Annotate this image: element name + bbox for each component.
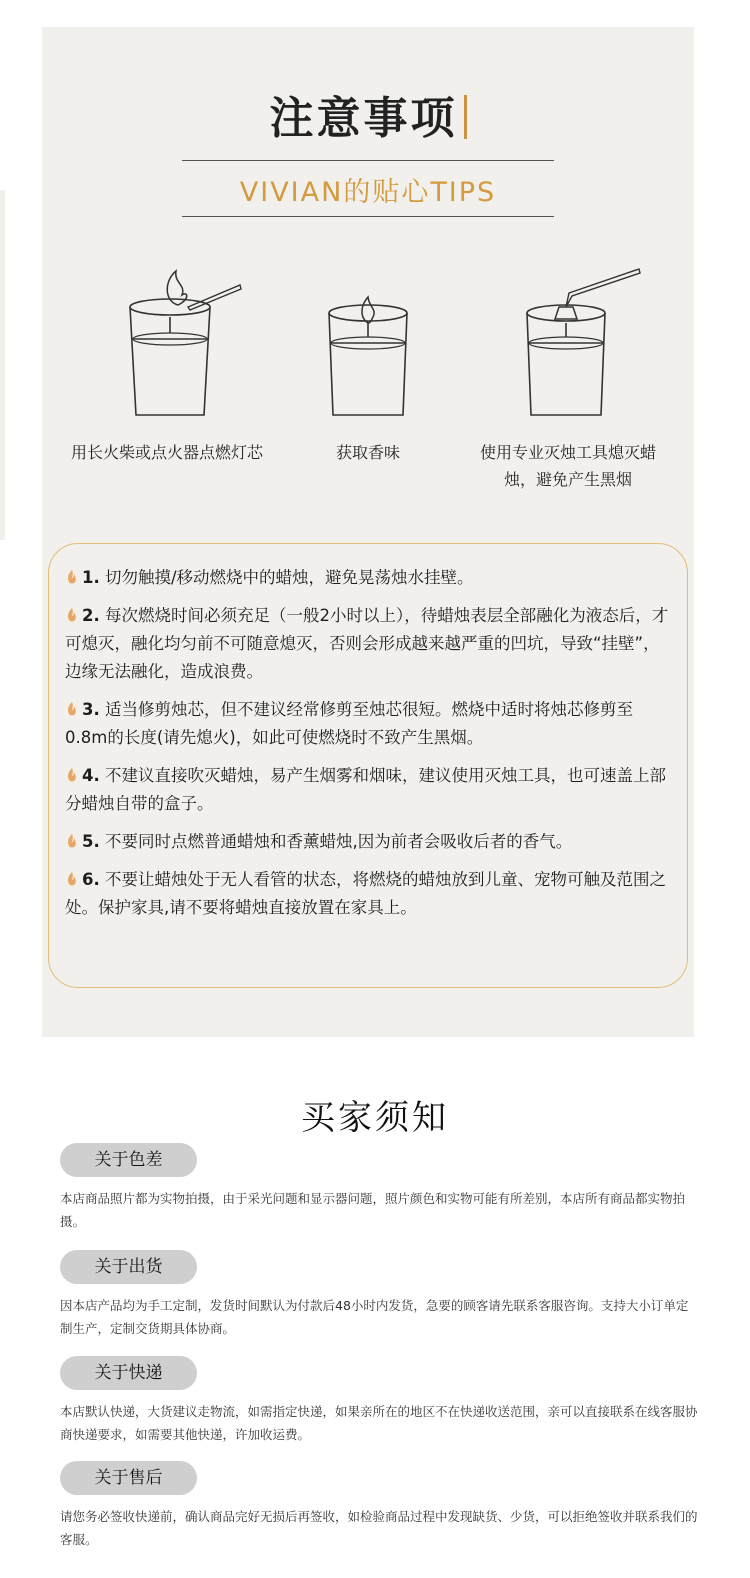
candle-match-icon <box>92 267 242 417</box>
note-item <box>63 564 673 592</box>
note-item <box>63 696 673 752</box>
note-item <box>63 602 673 686</box>
section-text-courier: 本店默认快递，大货建议走物流，如需指定快递，如果亲所在的地区不在快递收送范围，亲可以直接联系在线客服协商快递要求，如需要其他快递，许加收运费。 <box>60 1404 698 1442</box>
section-text-shipping: 因本店产品均为手工定制，发货时间默认为付款后48小时内发货，急要的顾客请先联系客服咨询。支持大小订单定制生产，定制交货期具体协商。 <box>60 1298 689 1336</box>
note-number: 1. <box>82 568 100 587</box>
note-number: 5. <box>82 832 100 851</box>
candle-flame-icon <box>293 267 443 417</box>
section-label-color-difference: 关于色差 <box>60 1143 197 1177</box>
note-number: 6. <box>82 870 100 889</box>
title-accent-bar <box>464 95 467 139</box>
subtitle-rule-bottom <box>182 216 554 217</box>
flame-icon <box>65 833 79 849</box>
section-label-courier: 关于快递 <box>60 1356 197 1390</box>
note-text: 不建议直接吹灭蜡烛，易产生烟雾和烟味，建议使用灭烛工具，也可速盖上部分蜡烛自带的盒子。 <box>65 766 666 813</box>
note-text: 不要让蜡烛处于无人看管的状态，将燃烧的蜡烛放到儿童、宠物可触及范围之处。保护家具,请不要将蜡烛直接放置在家具上。 <box>65 870 666 917</box>
section-text-after-sales: 请您务必签收快递前，确认商品完好无损后再签收，如检验商品过程中发现缺货、少货，可以拒绝签收并联系我们的客服。 <box>60 1509 698 1547</box>
section-label-after-sales: 关于售后 <box>60 1461 197 1495</box>
flame-icon <box>65 767 79 783</box>
step-caption: 使用专业灭烛工具熄灭蜡烛，避免产生黑烟 <box>479 443 656 489</box>
step-enjoy-scent <box>268 267 468 466</box>
section-text-color-difference: 本店商品照片都为实物拍摄，由于采光问题和显示器问题，照片颜色和实物可能有所差别，本店所有商品都实物拍摄。 <box>60 1191 686 1229</box>
note-text: 每次燃烧时间必须充足（一般2小时以上），待蜡烛表层全部融化为液态后，才可熄灭，融化均匀前不可随意熄灭，否则会形成越来越严重的凹坑，导致“挂壁”，边缘无法融化，造成浪费。 <box>65 606 669 681</box>
steps-row <box>42 267 694 527</box>
note-text: 不要同时点燃普通蜡烛和香薰蜡烛,因为前者会吸收后者的香气。 <box>105 832 573 851</box>
note-text: 切勿触摸/移动燃烧中的蜡烛，避免晃荡烛水挂壁。 <box>105 568 474 587</box>
flame-icon <box>65 871 79 887</box>
note-item <box>63 762 673 818</box>
note-item <box>63 866 673 922</box>
section-label-shipping: 关于出货 <box>60 1250 197 1284</box>
left-edge-decoration <box>0 190 5 540</box>
note-number: 4. <box>82 766 100 785</box>
note-number: 3. <box>82 700 100 719</box>
candle-snuffer-icon <box>493 267 643 417</box>
step-snuff-candle <box>468 267 668 493</box>
step-caption: 用长火柴或点火器点燃灯芯 <box>70 443 263 462</box>
page-title: 注意事项 <box>269 93 458 144</box>
flame-icon <box>65 569 79 585</box>
subtitle-rule-top <box>182 160 554 161</box>
flame-icon <box>65 607 79 623</box>
note-number: 2. <box>82 606 100 625</box>
notes-box <box>48 543 688 988</box>
step-light-wick <box>67 267 267 466</box>
step-caption: 获取香味 <box>335 443 400 462</box>
tips-subtitle: VIVIAN的贴心TIPS <box>239 177 497 208</box>
flame-icon <box>65 701 79 717</box>
tips-panel <box>42 27 694 1037</box>
note-text: 适当修剪烛芯，但不建议经常修剪至烛芯很短。燃烧中适时将烛芯修剪至0.8m的长度(请先熄火)，如此可使燃烧时不致产生黑烟。 <box>65 700 633 747</box>
buyer-notice-title: 买家须知 <box>301 1098 449 1138</box>
tips-title-wrap <box>42 82 694 146</box>
note-item <box>63 828 673 856</box>
